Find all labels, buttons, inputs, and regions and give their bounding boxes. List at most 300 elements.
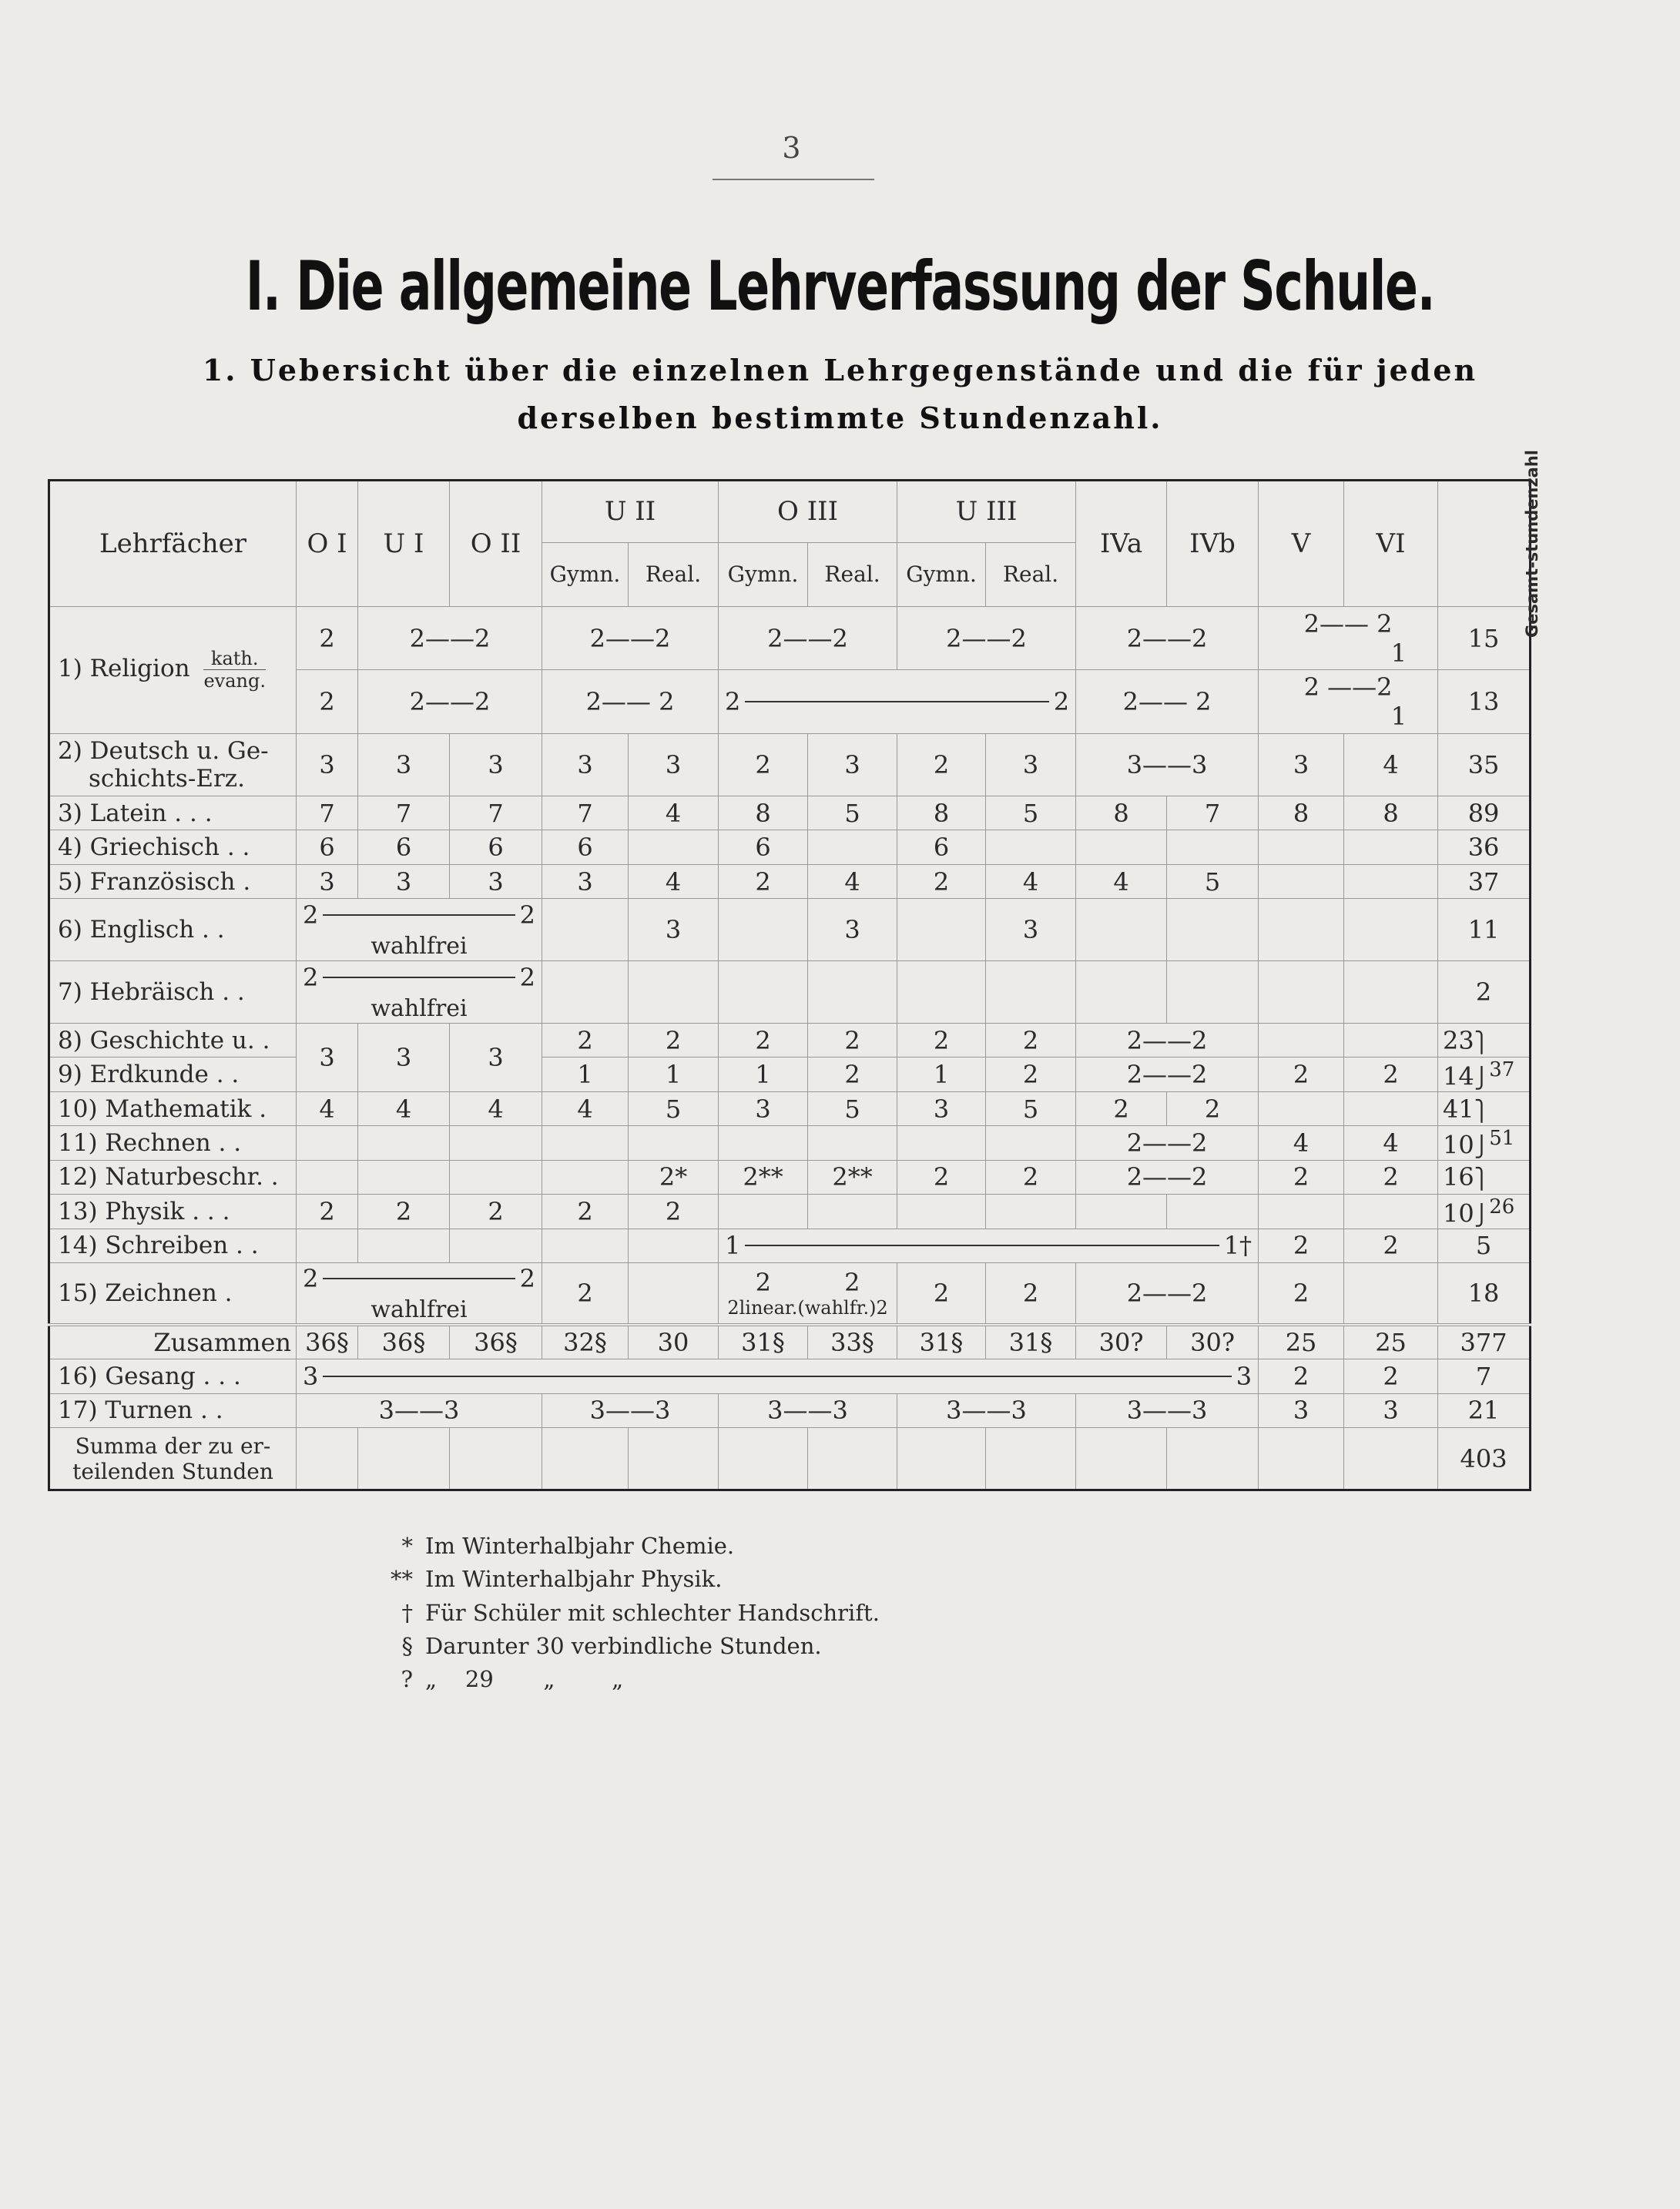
cell-total: 18 [1438,1263,1531,1326]
row-zeichnen [49,1263,1531,1326]
cell [629,961,719,1024]
erdkunde-total: 14 [1443,1061,1474,1091]
header-v: V [1259,481,1344,607]
row-naturbeschr [49,1160,1531,1194]
cell-total [1438,1126,1531,1160]
cell: 31§ [719,1325,808,1359]
cell: 2 [808,1023,897,1057]
brace-icon: ⎭ [1474,1204,1490,1228]
cell-total: 5 [1438,1229,1531,1262]
cell [1259,606,1438,670]
cell: 2——2 [1076,1058,1259,1091]
zeichnen-wahlfrei: wahlfrei [371,1296,468,1323]
cell [719,1195,808,1229]
header-uii: U II [542,481,719,543]
header-oiii-real: Real. [808,542,897,606]
cell: 2 [897,734,986,796]
cell: 7 [450,796,542,830]
cell [719,899,808,961]
cell [986,830,1076,864]
cell: 1 [897,1058,986,1091]
cell [1344,1428,1438,1490]
religion-evang: evang. [203,670,266,692]
schreiben-span-cell [719,1229,1259,1262]
cell: 4 [450,1091,542,1125]
cell: 4 [808,864,897,898]
cell: 25 [1259,1325,1344,1359]
cell-total: 21 [1438,1393,1531,1427]
cell [358,1160,450,1194]
row-griechisch [49,830,1531,864]
row-englisch [49,899,1531,961]
cell: 2 [542,1195,629,1229]
cell: 3 [986,734,1076,796]
header-uiii-gymn: Gymn. [897,542,986,606]
cell: 36§ [297,1325,358,1359]
zeichnen-oiii-values: 2 2 [755,1268,860,1298]
cell [1076,1195,1167,1229]
cell-total: 7 [1438,1359,1531,1393]
cell: 2 [297,606,358,670]
subject-label: 14) Schreiben . . [49,1229,297,1262]
cell [1167,899,1259,961]
cell: 2——2 [1076,606,1259,670]
subject-label: 8) Geschichte u. . [49,1023,297,1057]
cell [358,1126,450,1160]
cell [542,961,629,1024]
cell-total: 377 [1438,1325,1531,1359]
cell [1344,864,1438,898]
religion-evang-span: 2 2 [725,687,1070,717]
cell: 31§ [986,1325,1076,1359]
subtitle-line-1: 1. Uebersicht über die einzelnen Lehrgegenstände und die für jeden [202,353,1478,387]
subject-label: 6) Englisch . . [49,899,297,961]
cell: 2 [1344,1229,1438,1262]
header-uiii-real: Real. [986,542,1076,606]
cell [450,1428,542,1490]
cell [450,1160,542,1194]
header-uiii: U III [897,481,1076,543]
cell [1076,961,1167,1024]
cell: 4 [1344,734,1438,796]
subject-label: 17) Turnen . . [49,1393,297,1427]
cell [1167,1195,1259,1229]
englisch-span: 2 2 [303,900,535,930]
gesang-span-cell [297,1359,1259,1393]
row-gesang [49,1359,1531,1393]
header-uii-gymn: Gymn. [542,542,629,606]
cell: 3 [297,864,358,898]
cell [719,1126,808,1160]
cell: 6 [297,830,358,864]
cell [629,1229,719,1262]
cell [897,899,986,961]
header-oii: O II [450,481,542,607]
cell [986,1428,1076,1490]
brace-icon: ⎫ [1474,1168,1490,1192]
cell [1076,1428,1167,1490]
subject-label: 9) Erdkunde . . [49,1058,297,1091]
cell: 7 [358,796,450,830]
cell: 8 [719,796,808,830]
naturbeschr-physik-sum: 26 [1489,1195,1515,1218]
cell [629,830,719,864]
cell [808,961,897,1024]
cell [358,1229,450,1262]
cell [1167,1428,1259,1490]
cell: 6 [719,830,808,864]
cell: 2 [1259,1058,1344,1091]
cell-total: 35 [1438,734,1531,796]
religion-kath-v-vi: 2—— 2 [1303,608,1393,639]
hebraeisch-span-cell [297,961,542,1024]
cell: 2 [1259,1263,1344,1326]
cell: 2——2 [719,606,897,670]
cell: 3——3 [297,1393,542,1427]
englisch-span-cell [297,899,542,961]
cell [1259,899,1344,961]
zeichnen-span-cell [297,1263,542,1326]
cell: 31§ [897,1325,986,1359]
cell-total: 89 [1438,796,1531,830]
cell [719,961,808,1024]
cell: 2——2 [897,606,1076,670]
subject-label: 13) Physik . . . [49,1195,297,1229]
footnote-handschrift: † Für Schüler mit schlechter Handschrift. [401,1600,880,1626]
header-oiii: O III [719,481,897,543]
cell [1344,1263,1438,1326]
cell: 4 [1076,864,1167,898]
cell: 8 [1344,796,1438,830]
cell: 2 [808,1058,897,1091]
subject-label: 4) Griechisch . . [49,830,297,864]
cell [897,961,986,1024]
religion-label: 1) Religion [58,655,190,683]
cell: 36§ [450,1325,542,1359]
cell: 2 [719,864,808,898]
cell: 2——2 [358,606,542,670]
cell [297,1126,358,1160]
header-oi: O I [297,481,358,607]
cell [1167,961,1259,1024]
cell: 3 [897,1091,986,1125]
cell [450,1229,542,1262]
row-deutsch [49,734,1531,796]
cell: 6 [450,830,542,864]
header-lehrfaecher: Lehrfächer [49,481,297,607]
cell: 3 [358,1023,450,1091]
cell: 3 [542,864,629,898]
brace-icon: ⎫ [1474,1099,1490,1123]
cell-total [1438,1091,1531,1125]
mathematik-rechnen-sum: 51 [1489,1126,1515,1150]
cell-total: 15 [1438,606,1531,670]
physik-total: 10 [1443,1198,1474,1229]
cell: 3 [450,734,542,796]
zeichnen-linear: 2linear.(wahlfr.)2 [727,1297,888,1319]
header-ivb: IVb [1167,481,1259,607]
cell: 2 [897,864,986,898]
subject-label: 15) Zeichnen . [49,1263,297,1326]
cell: 2 [629,1195,719,1229]
cell [986,1126,1076,1160]
cell-total: 2 [1438,961,1531,1024]
brace-icon: ⎭ [1474,1135,1490,1159]
cell [808,1195,897,1229]
cell: 2 [1259,1229,1344,1262]
cell: 8 [897,796,986,830]
cell: 4 [1344,1126,1438,1160]
subject-label: 2) Deutsch u. Ge- schichts-Erz. [49,734,297,796]
cell-total: 36 [1438,830,1531,864]
cell-total: 13 [1438,670,1531,734]
cell [897,1428,986,1490]
cell-total: 403 [1438,1428,1531,1490]
zeichnen-span: 2 2 [303,1263,535,1293]
subtitle-line-2: derselben bestimmte Stundenzahl. [517,401,1163,435]
cell: 2 [1344,1160,1438,1194]
cell: 1 [719,1058,808,1091]
cell [629,1428,719,1490]
cell: 2——2 [1076,1263,1259,1326]
cell-total [1438,1058,1531,1091]
cell [297,1229,358,1262]
hebraeisch-span: 2 2 [303,962,535,992]
zeichnen-linear-cell [719,1263,897,1326]
cell: 30? [1076,1325,1167,1359]
header-iva: IVa [1076,481,1167,607]
cell: 2 [542,1263,629,1326]
cell: 2 [629,1023,719,1057]
geschichte-erdkunde-sum: 37 [1489,1058,1515,1081]
header-uii-real: Real. [629,542,719,606]
cell: 2 [358,1195,450,1229]
englisch-wahlfrei: wahlfrei [371,932,468,960]
row-zusammen [49,1325,1531,1359]
header-gesamt: Gesamt-stundenzahl [1438,481,1531,607]
cell: 3 [629,899,719,961]
cell: 2——2 [1076,1126,1259,1160]
cell: 3 [450,864,542,898]
cell: 2** [719,1160,808,1194]
cell: 3 [297,1023,358,1091]
page-number-rule [713,179,874,180]
religion-label-cell [49,606,297,734]
subject-label: 10) Mathematik . [49,1091,297,1125]
cell [450,1126,542,1160]
subject-label: 5) Französisch . [49,864,297,898]
brace-icon: ⎫ [1474,1031,1490,1054]
cell [897,1195,986,1229]
cell: 3——3 [719,1393,897,1427]
cell: 2 [719,1023,808,1057]
cell: 4 [986,864,1076,898]
cell [808,830,897,864]
summa-label: Summa der zu er- teilenden Stunden [49,1428,297,1490]
row-summa [49,1428,1531,1490]
page-number: 3 [782,131,801,165]
religion-evang-vi-extra: 1 [1390,702,1407,732]
cell [542,899,629,961]
cell: 5 [629,1091,719,1125]
row-mathematik [49,1091,1531,1125]
cell: 30 [629,1325,719,1359]
cell: 3——3 [542,1393,719,1427]
footnote-chemie: * Im Winterhalbjahr Chemie. [401,1533,735,1559]
cell: 4 [297,1091,358,1125]
footnote-29: ? „ 29 „ „ [401,1666,624,1692]
cell: 7 [1167,796,1259,830]
cell [1259,961,1344,1024]
cell: 2 [1344,1058,1438,1091]
cell: 2 [1259,1359,1344,1393]
religion-kinds [203,648,266,692]
cell: 4 [542,1091,629,1125]
cell: 3——3 [1076,1393,1259,1427]
cell: 4 [1259,1126,1344,1160]
footnote-physik: ** Im Winterhalbjahr Physik. [391,1566,723,1592]
cell: 2 [297,1195,358,1229]
cell: 2 [1076,1091,1167,1125]
cell: 1 [542,1058,629,1091]
cell: 2—— 2 [542,670,719,734]
geschichte-total: 23 [1443,1025,1474,1055]
cell [542,1428,629,1490]
cell: 2—— 2 [1076,670,1259,734]
subject-label: 12) Naturbeschr. . [49,1160,297,1194]
header-vi: VI [1344,481,1438,607]
cell: 3 [358,864,450,898]
main-title: I. Die allgemeine Lehrverfassung der Schule. [245,246,1435,326]
cell: 2 [297,670,358,734]
cell: 2——2 [1076,1160,1259,1194]
cell [1259,1428,1344,1490]
cell [1076,830,1167,864]
cell: 5 [808,1091,897,1125]
cell-total: 11 [1438,899,1531,961]
row-religion-kath [49,606,1531,670]
header-ui: U I [358,481,450,607]
naturbeschr-total: 16 [1443,1162,1474,1192]
cell [629,1126,719,1160]
cell [897,1126,986,1160]
cell: 3——3 [1076,734,1259,796]
cell [542,1160,629,1194]
cell-total [1438,1160,1531,1194]
cell: 2 [542,1023,629,1057]
cell [297,1160,358,1194]
cell [1259,830,1344,864]
cell [986,1195,1076,1229]
cell [297,1428,358,1490]
cell: 3 [358,734,450,796]
cell: 3 [1259,734,1344,796]
cell [629,1263,719,1326]
cell [808,1126,897,1160]
cell [1344,1091,1438,1125]
cell [719,670,1076,734]
cell: 4 [629,864,719,898]
cell [1076,899,1167,961]
cell: 5 [1167,864,1259,898]
lesson-table-area [48,449,1542,1491]
subject-label: 16) Gesang . . . [49,1359,297,1393]
cell: 4 [358,1091,450,1125]
cell: 2 [1167,1091,1259,1125]
cell: 4 [629,796,719,830]
row-erdkunde [49,1058,1531,1091]
cell: 3 [986,899,1076,961]
cell: 2 [1344,1359,1438,1393]
cell: 6 [358,830,450,864]
cell: 2 [986,1023,1076,1057]
brace-icon: ⎭ [1474,1067,1490,1091]
cell-total: 37 [1438,864,1531,898]
cell [1259,670,1438,734]
cell: 25 [1344,1325,1438,1359]
cell [1344,830,1438,864]
cell: 5 [986,1091,1076,1125]
cell: 7 [542,796,629,830]
gesang-span: 3 3 [303,1361,1252,1391]
cell [542,1229,629,1262]
cell: 3 [1344,1393,1438,1427]
cell: 3 [450,1023,542,1091]
cell [808,1428,897,1490]
cell: 3——3 [897,1393,1076,1427]
cell: 2** [808,1160,897,1194]
row-geschichte [49,1023,1531,1057]
header-oiii-gymn: Gymn. [719,542,808,606]
cell: 2 [719,734,808,796]
cell: 3 [808,899,897,961]
cell: 2——2 [1076,1023,1259,1057]
cell: 2 [897,1160,986,1194]
cell: 2 [986,1058,1076,1091]
subject-label: 7) Hebräisch . . [49,961,297,1024]
rechnen-total: 10 [1443,1130,1474,1160]
cell-total [1438,1195,1531,1229]
row-turnen [49,1393,1531,1427]
footnote-verbindlich: § Darunter 30 verbindliche Stunden. [401,1633,822,1659]
cell [1259,864,1344,898]
cell: 33§ [808,1325,897,1359]
mathematik-total: 41 [1443,1094,1474,1124]
religion-kath: kath. [203,648,266,670]
cell [719,1428,808,1490]
cell: 2* [629,1160,719,1194]
zusammen-label: Zusammen [49,1325,297,1359]
cell: 7 [297,796,358,830]
subject-label: 3) Latein . . . [49,796,297,830]
cell: 3 [719,1091,808,1125]
cell: 3 [629,734,719,796]
lesson-table [48,449,1542,1491]
cell: 32§ [542,1325,629,1359]
cell: 2 [986,1160,1076,1194]
cell [1259,1023,1344,1057]
cell: 6 [897,830,986,864]
row-hebraeisch [49,961,1531,1024]
cell [1344,961,1438,1024]
cell [1344,1023,1438,1057]
row-latein [49,796,1531,830]
schreiben-span: 1 1† [725,1231,1252,1261]
cell: 3 [1259,1393,1344,1427]
cell: 36§ [358,1325,450,1359]
cell: 2——2 [358,670,542,734]
cell: 3 [808,734,897,796]
